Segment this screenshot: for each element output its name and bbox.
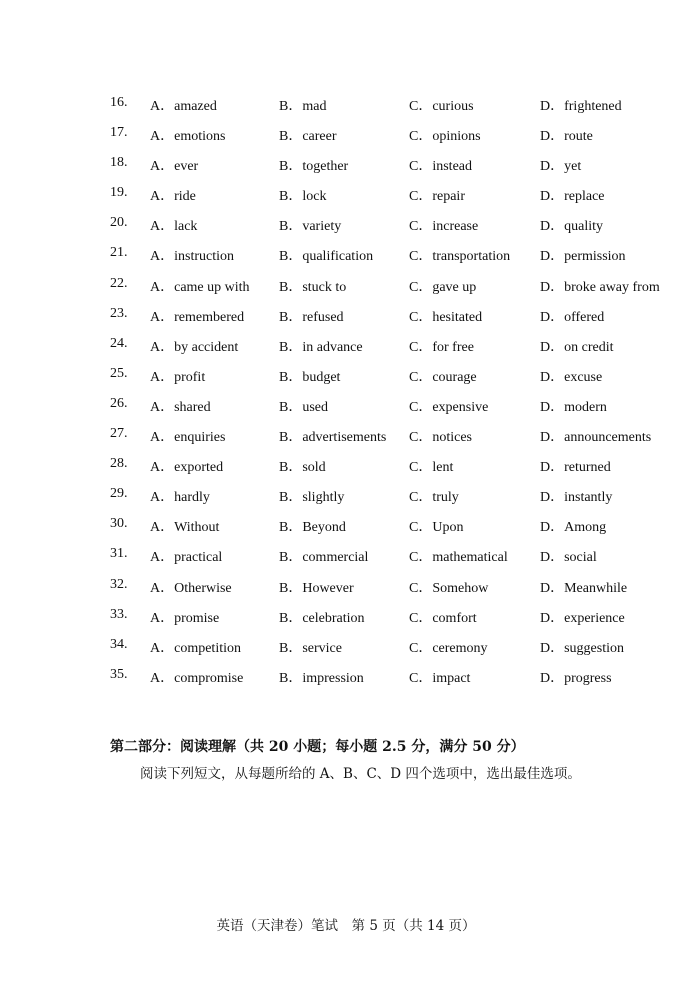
question-number: 27. bbox=[110, 426, 128, 442]
option-c: C．increase bbox=[409, 219, 479, 235]
option-d: D．frightened bbox=[540, 99, 622, 114]
question-row bbox=[110, 634, 680, 664]
option-b: B．variety bbox=[279, 219, 342, 235]
question-number: 33. bbox=[110, 606, 128, 622]
question-number: 25. bbox=[110, 365, 128, 381]
question-row bbox=[110, 242, 680, 272]
option-c: C．courage bbox=[409, 369, 477, 385]
question-list bbox=[110, 92, 680, 694]
question-number: 16. bbox=[110, 95, 128, 110]
option-d: D．route bbox=[540, 129, 593, 145]
option-d: D．returned bbox=[540, 460, 611, 476]
option-a: A．Otherwise bbox=[150, 580, 232, 596]
question-number: 31. bbox=[110, 546, 128, 562]
option-a: A．emotions bbox=[150, 129, 226, 145]
option-c: C．ceremony bbox=[409, 640, 488, 656]
option-d: D．announcements bbox=[540, 430, 652, 446]
option-c: C．hesitated bbox=[409, 309, 483, 325]
option-b: B．qualification bbox=[279, 249, 374, 265]
question-row bbox=[110, 393, 680, 423]
question-row bbox=[110, 423, 680, 453]
option-c: C．repair bbox=[409, 189, 465, 205]
option-b: B．used bbox=[279, 399, 328, 415]
option-b: B．However bbox=[279, 580, 354, 596]
option-a: A．instruction bbox=[150, 249, 234, 265]
option-d: D．social bbox=[540, 550, 597, 566]
option-b: B．together bbox=[279, 159, 349, 175]
option-a: A．exported bbox=[150, 460, 224, 476]
option-b: B．commercial bbox=[279, 550, 369, 566]
option-c: C．opinions bbox=[409, 129, 481, 145]
option-c: C．expensive bbox=[409, 399, 489, 415]
question-row bbox=[110, 664, 680, 694]
option-c: C．for free bbox=[409, 339, 474, 355]
page-footer: 英语（天津卷）笔试 第 5 页（共 14 页） bbox=[216, 918, 476, 934]
option-b: B．Beyond bbox=[279, 520, 346, 536]
question-number: 22. bbox=[110, 275, 128, 291]
question-number: 24. bbox=[110, 335, 128, 351]
question-row bbox=[110, 453, 680, 483]
option-d: D．suggestion bbox=[540, 640, 624, 656]
question-number: 18. bbox=[110, 155, 128, 171]
question-row bbox=[110, 273, 680, 303]
option-a: A．ride bbox=[150, 189, 196, 205]
option-a: A．profit bbox=[150, 369, 206, 385]
option-a: A．shared bbox=[150, 399, 211, 415]
option-b: B．stuck to bbox=[279, 279, 347, 295]
option-d: D．Meanwhile bbox=[540, 580, 628, 596]
option-b: B．budget bbox=[279, 369, 341, 385]
question-row bbox=[110, 543, 680, 573]
option-a: A．hardly bbox=[150, 490, 210, 506]
option-a: A．promise bbox=[150, 610, 220, 626]
question-number: 34. bbox=[110, 636, 128, 652]
section-title: 第二部分：阅读理解（共 20 小题；每小题 2.5 分，满分 50 分） bbox=[110, 739, 525, 755]
question-number: 21. bbox=[110, 245, 128, 261]
section-instruction: 阅读下列短文，从每题所给的 A、B、C、D 四个选项中，选出最佳选项。 bbox=[140, 766, 581, 782]
question-row bbox=[110, 303, 680, 333]
question-number: 19. bbox=[110, 185, 128, 201]
question-number: 20. bbox=[110, 215, 128, 231]
option-c: C．curious bbox=[409, 99, 474, 114]
option-a: A．competition bbox=[150, 640, 241, 656]
option-d: D．permission bbox=[540, 249, 626, 265]
option-a: A．practical bbox=[150, 550, 223, 566]
option-d: D．progress bbox=[540, 670, 612, 686]
question-row bbox=[110, 363, 680, 393]
option-d: D．instantly bbox=[540, 490, 613, 506]
option-b: B．refused bbox=[279, 309, 344, 325]
option-a: A．ever bbox=[150, 159, 199, 175]
option-d: D．experience bbox=[540, 610, 625, 626]
option-c: C．lent bbox=[409, 460, 454, 476]
option-d: D．broke away from bbox=[540, 279, 660, 295]
option-d: D．modern bbox=[540, 399, 607, 415]
question-number: 29. bbox=[110, 486, 128, 502]
question-row bbox=[110, 212, 680, 242]
option-b: B．service bbox=[279, 640, 342, 656]
question-row bbox=[110, 92, 680, 122]
option-c: C．Upon bbox=[409, 520, 464, 536]
question-row bbox=[110, 122, 680, 152]
option-a: A．by accident bbox=[150, 339, 239, 355]
question-row bbox=[110, 513, 680, 543]
option-c: C．comfort bbox=[409, 610, 477, 626]
option-c: C．transportation bbox=[409, 249, 511, 265]
question-number: 23. bbox=[110, 305, 128, 321]
option-b: B．slightly bbox=[279, 490, 345, 506]
option-a: A．Without bbox=[150, 520, 220, 536]
option-b: B．celebration bbox=[279, 610, 365, 626]
question-number: 32. bbox=[110, 576, 128, 592]
option-b: B．lock bbox=[279, 189, 327, 205]
question-row bbox=[110, 483, 680, 513]
question-number: 26. bbox=[110, 395, 128, 411]
option-c: C．impact bbox=[409, 670, 471, 686]
option-c: C．truly bbox=[409, 490, 459, 506]
question-row bbox=[110, 604, 680, 634]
option-d: D．yet bbox=[540, 159, 582, 175]
question-row bbox=[110, 152, 680, 182]
option-d: D．offered bbox=[540, 309, 605, 325]
option-d: D．Among bbox=[540, 520, 607, 536]
question-number: 28. bbox=[110, 456, 128, 472]
question-row bbox=[110, 333, 680, 363]
option-a: A．enquiries bbox=[150, 430, 226, 446]
option-d: D．replace bbox=[540, 189, 605, 205]
question-number: 17. bbox=[110, 125, 128, 141]
option-c: C．mathematical bbox=[409, 550, 508, 566]
option-a: A．amazed bbox=[150, 99, 217, 114]
option-a: A．compromise bbox=[150, 670, 244, 686]
option-a: A．came up with bbox=[150, 279, 250, 295]
option-a: A．lack bbox=[150, 219, 198, 235]
option-a: A．remembered bbox=[150, 309, 245, 325]
option-b: B．impression bbox=[279, 670, 364, 686]
question-number: 35. bbox=[110, 666, 128, 682]
option-c: C．instead bbox=[409, 159, 472, 175]
option-d: D．quality bbox=[540, 219, 603, 235]
option-b: B．in advance bbox=[279, 339, 363, 355]
option-b: B．career bbox=[279, 129, 337, 145]
option-c: C．Somehow bbox=[409, 580, 489, 596]
option-c: C．notices bbox=[409, 430, 472, 446]
question-number: 30. bbox=[110, 516, 128, 532]
question-row bbox=[110, 574, 680, 604]
option-c: C．gave up bbox=[409, 279, 477, 295]
option-d: D．excuse bbox=[540, 369, 603, 385]
option-b: B．advertisements bbox=[279, 430, 387, 446]
option-d: D．on credit bbox=[540, 339, 614, 355]
option-b: B．mad bbox=[279, 99, 327, 114]
option-b: B．sold bbox=[279, 460, 326, 476]
question-row bbox=[110, 182, 680, 212]
